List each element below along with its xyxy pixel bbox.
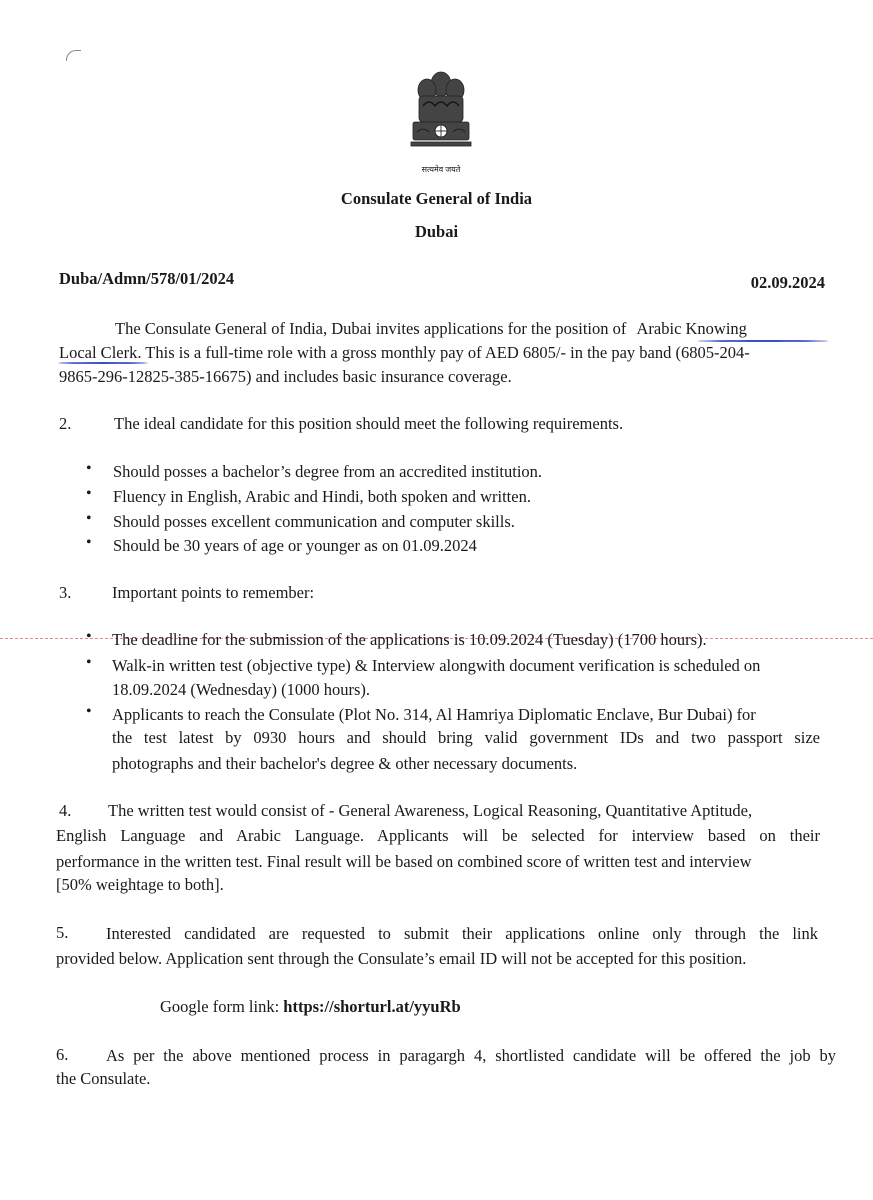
requirement-item: Should posses a bachelor’s degree from an accredited institution. [113,462,543,481]
emblem-motto: सत्यमेव जयते [421,165,461,174]
office-title: Consulate General of India [340,189,533,208]
para4-line3: performance in the written test. Final result will be based on combined score of written test and interview [56,852,752,871]
google-form-link[interactable]: https://shorturl.at/yyuRb [283,997,461,1016]
para1-line2 [59,342,750,364]
pen-underline-2 [58,362,148,364]
deadline-item: The deadline for the submission of the applications is 10.09.2024 (Tuesday) (1700 hours). [112,630,707,649]
position-title-part1: Arabic Knowing [636,319,747,338]
para3-number: 3. [59,583,72,602]
para5-line2: provided below. Application sent through the Consulate’s email ID will not be accepted for this position. [56,949,747,968]
bullet-dot: • [86,654,92,671]
para1-line1 [115,318,747,340]
letter-date: 02.09.2024 [750,273,825,292]
venue-line3: photographs and their bachelor's degree & other necessary documents. [112,754,578,773]
para5-line1: Interested candidated are requested to submit their applications online only through the link [106,924,818,943]
para4-number: 4. [59,801,72,820]
para2-text: The ideal candidate for this position should meet the following requirements. [114,414,624,433]
bullet-dot: • [86,460,92,477]
pen-underline-1 [698,340,828,342]
para6-line2: the Consulate. [56,1069,151,1088]
national-emblem-icon [405,66,477,170]
para4-line2: English Language and Arabic Language. Applicants will be selected for interview based on their [56,826,820,845]
bullet-dot: • [86,628,92,645]
bullet-dot: • [86,703,92,720]
para2-number: 2. [59,414,72,433]
requirement-item: Fluency in English, Arabic and Hindi, both spoken and written. [113,487,531,506]
google-form-link-row [160,996,461,1018]
requirement-item: Should be 30 years of age or younger as on 01.09.2024 [113,536,477,555]
bullet-dot: • [86,534,92,551]
requirement-item: Should posses excellent communication and computer skills. [113,512,515,531]
bullet-dot: • [86,510,92,527]
bullet-dot: • [86,485,92,502]
venue-line2: the test latest by 0930 hours and should bring valid government IDs and two passport size [112,728,820,747]
test-schedule-line2: 18.09.2024 (Wednesday) (1000 hours). [112,680,371,699]
para4-line4: [50% weightage to both]. [56,875,224,894]
para1-line3: 9865-296-12825-385-16675) and includes basic insurance coverage. [59,367,512,386]
para6-number: 6. [56,1045,69,1064]
office-city: Dubai [414,222,459,241]
position-title-part2: Local Clerk [59,343,138,362]
para1-line1-text: The Consulate General of India, Dubai invites applications for the position of [115,319,627,338]
para6-line1: As per the above mentioned process in paragargh 4, shortlisted candidate will be offered the job by [106,1046,836,1065]
venue-line1: Applicants to reach the Consulate (Plot No. 314, Al Hamriya Diplomatic Enclave, Bur Dubai) for [112,705,756,724]
scan-corner-mark [66,50,81,61]
para5-number: 5. [56,923,69,942]
reference-number: Duba/Admn/578/01/2024 [59,269,235,288]
google-form-label: Google form link: [160,997,284,1016]
para4-line1: The written test would consist of - General Awareness, Logical Reasoning, Quantitative Aptitude, [108,801,753,820]
para3-text: Important points to remember: [112,583,315,602]
test-schedule-line1: Walk-in written test (objective type) & Interview alongwith document verification is scheduled on [112,656,761,675]
para1-line2-text: . This is a full-time role with a gross monthly pay of AED 6805/- in the pay band (6805-204- [137,343,750,362]
